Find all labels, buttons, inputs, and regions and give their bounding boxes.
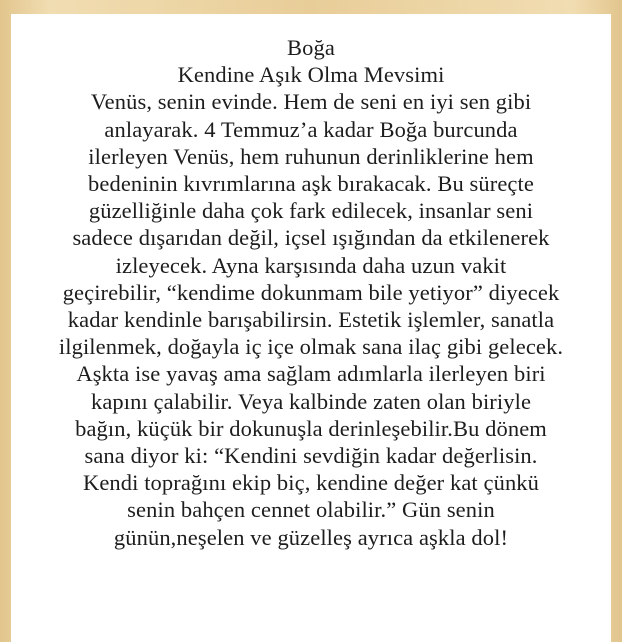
body-line: geçirebilir, “kendime dokunmam bile yetiyor” diyecek [62,279,560,305]
body-line: senin bahçen cennet olabilir.” Gün senin [127,497,495,523]
body-line: Kendi toprağını ekip biç, kendine değer kat çünkü [82,470,539,496]
body-line: Venüs, senin evinde. Hem de seni en iyi sen gibi [90,89,532,115]
body-line: günün,neşelen ve güzelleş ayrıca aşkla dol! [113,524,509,550]
body-line: kapını çalabilir. Veya kalbinde zaten olan biriyle [90,388,532,414]
body-line: güzelliğinle daha çok fark edilecek, insanlar seni [88,198,534,224]
body-line: anlayarak. 4 Temmuz’a kadar Boğa burcunda [104,116,518,142]
body-line: ilerleyen Venüs, hem ruhunun derinliklerine hem [88,143,534,169]
body-line: kadar kendinle barışabilirsin. Estetik işlemler, sanatla [67,307,555,333]
body-line: izleyecek. Ayna karşısında daha uzun vakit [115,252,507,278]
body-line: sadece dışarıdan değil, içsel ışığından da etkilenerek [72,225,550,251]
text-card [11,14,611,642]
body-line: sana diyor ki: “Kendini sevdiğin kadar değerlisin. [84,443,538,469]
body-line: bedeninin kıvrımlarına aşk bırakacak. Bu süreçte [88,171,534,197]
body-line: bağın, küçük bir dokunuşla derinleşebilir.Bu dönem [75,415,547,441]
post-title: Boğa [287,35,335,60]
post-subtitle: Kendine Aşık Olma Mevsimi [177,62,445,88]
body-line: Aşkta ise yavaş ama sağlam adımlarla ilerleyen biri [76,361,546,387]
body-line: ilgilenmek, doğayla iç içe olmak sana ilaç gibi gelecek. [58,334,564,360]
